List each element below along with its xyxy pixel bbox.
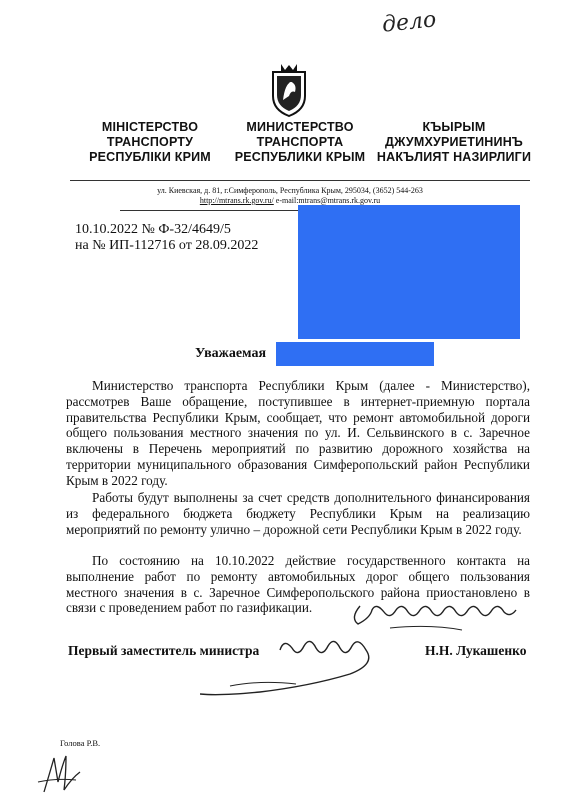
ministry-tt-line-3: НАКЪЛИЯТ НАЗИРЛИГИ [376, 150, 532, 164]
initials-mark [36, 752, 86, 796]
body-paragraph-1-text: Министерство транспорта Республики Крым (далее - Министерство), рассмотрев Ваше обращение, поступившее в интернет-приемную портала правительства Республики Крым, сообщает, что ремонт автомобильной дороги общего пользования местного значения по ул. И. Сельвинского в с. Заречное включены в Перечень мероприятий по развитию дорожного хозяйства на территории муниципального образования Симферопольский район Республики Крым в 2022 году. [66, 378, 530, 488]
outgoing-reference: 10.10.2022 № Ф-32/4649/5 [75, 222, 231, 237]
address-line: ул. Киевская, д. 81, г.Симферополь, Республика Крым, 295034, (3652) 544-263 [157, 186, 423, 195]
redacted-recipient-name [276, 342, 434, 366]
ministry-ua-line-1: МІНІСТЕРСТВО [101, 120, 199, 134]
signatory-name: Н.Н. Лукашенко [425, 643, 527, 658]
ministry-name-ukrainian [70, 120, 230, 165]
ministry-tt-line-1: КЪЫРЫМ [422, 120, 486, 134]
ministry-ru-line-2: ТРАНСПОРТА [256, 135, 344, 149]
ministry-ua-line-3: РЕСПУБЛІКИ КРИМ [89, 150, 211, 164]
contacts-block [125, 186, 455, 206]
ministry-name-crimean-tatar [374, 120, 534, 165]
coat-of-arms-icon [267, 62, 311, 118]
salutation: Уважаемая [195, 346, 267, 361]
header-divider [70, 180, 530, 181]
ministry-ua-line-2: ТРАНСПОРТУ [106, 135, 194, 149]
redacted-recipient-block [298, 205, 520, 339]
executor-name: Голова Р.В. [60, 738, 101, 748]
website-link[interactable]: http://mtrans.rk.gov.ru/ [199, 196, 274, 205]
body-paragraph-2-text: Работы будут выполнены за счет средств дополнительного финансирования из федерального бюджета бюджету Республики Крым на реализацию мероприятий по ремонту улично – дорожной сети Республики Крым в 2022 году. [66, 490, 530, 537]
incoming-reference: на № ИП-112716 от 28.09.2022 [75, 238, 259, 253]
handwritten-note: дело [380, 7, 438, 38]
body-paragraph-1 [66, 378, 530, 489]
body-paragraph-2 [66, 490, 530, 537]
signatory-position: Первый заместитель министра [68, 643, 260, 658]
ministry-name-russian [220, 120, 380, 165]
ministry-ru-line-3: РЕСПУБЛИКИ КРЫМ [234, 150, 366, 164]
body-paragraph-3-text: По состоянию на 10.10.2022 действие государственного контакта на выполнение работ по ремонту автомобильных дорог общего пользования местного значения в с. Заречное Симферопольского района приостановлено в связи с проведением работ по газификации. [66, 553, 530, 616]
ministry-tt-line-2: ДЖУМХУРИЕТИНИНЪ [384, 135, 523, 149]
email-text: e-mail:mtrans@mtrans.rk.gov.ru [275, 196, 381, 205]
ministry-ru-line-1: МИНИСТЕРСТВО [246, 120, 354, 134]
